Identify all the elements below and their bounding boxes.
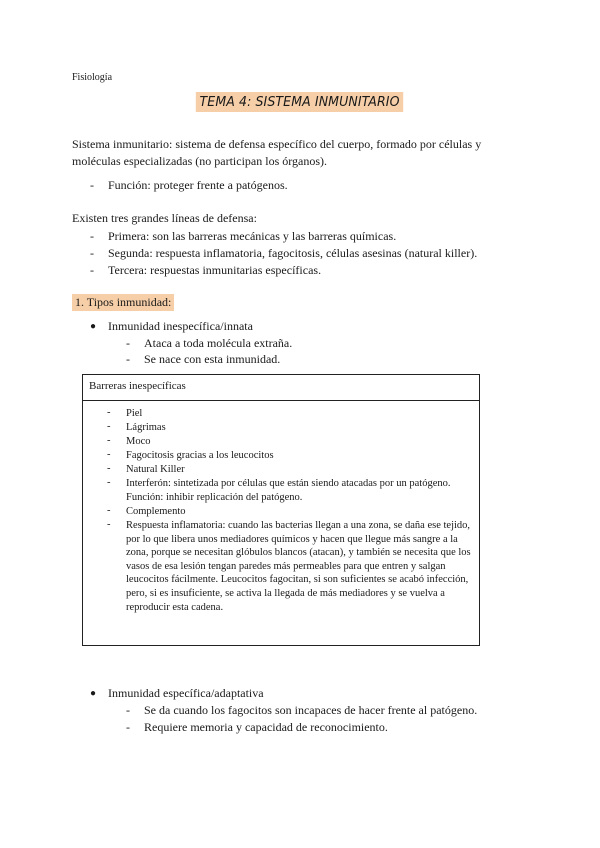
bullet-icon: ● [90, 688, 97, 699]
dash-marker: - [126, 352, 130, 366]
intro-line-1: Sistema inmunitario: sistema de defensa específico del cuerpo, formado por células y [72, 137, 482, 151]
barrier-item: Complemento [126, 506, 186, 517]
dash-marker: - [126, 703, 130, 717]
defense-heading: Existen tres grandes líneas de defensa: [72, 211, 257, 225]
adaptive-label: Inmunidad específica/adaptativa [108, 686, 264, 700]
barriers-table-title: Barreras inespecíficas [83, 375, 479, 401]
defense-item-2: Segunda: respuesta inflamatoria, fagocitosis, células asesinas (natural killer). [108, 246, 478, 260]
title-container [0, 92, 600, 112]
dash-marker: - [107, 519, 111, 530]
dash-marker: - [107, 505, 111, 516]
barrier-item: Moco [126, 436, 151, 447]
bullet-icon: ● [90, 321, 97, 332]
dash-marker: - [90, 263, 94, 277]
barrier-item: Natural Killer [126, 464, 185, 475]
dash-marker: - [107, 463, 111, 474]
dash-marker: - [107, 449, 111, 460]
barrier-item: Fagocitosis gracias a los leucocitos [126, 450, 274, 461]
defense-item-1: Primera: son las barreras mecánicas y las barreras químicas. [108, 229, 397, 243]
innate-item-2: Se nace con esta inmunidad. [144, 352, 281, 366]
innate-label: Inmunidad inespecífica/innata [108, 319, 253, 333]
barrier-item: Lágrimas [126, 422, 166, 433]
dash-marker: - [126, 336, 130, 350]
page-title: TEMA 4: SISTEMA INMUNITARIO [196, 92, 403, 112]
dash-marker: - [107, 435, 111, 446]
dash-marker: - [107, 407, 111, 418]
barrier-item-inflammation: Respuesta inflamatoria: cuando las bacterias llegan a una zona, se daña ese tejido, por lo que libera unos mediadores químicos y hacen que llegue más sangre a la zona, porque se necesitan glóbulos blancos (atacan), y también se necesita que los vasos de esa lesión tengan paredes más permeables para que entren y salgan leucocitos fácilmente. Leucocitos fagocitan, si son suficientes se acabó infección, pero, si es insuficiente, se activa la llegada de más mediadores y se vuelva a reproducir esta cadena. [126, 520, 471, 613]
barriers-table [82, 374, 480, 646]
innate-item-1: Ataca a toda molécula extraña. [144, 336, 293, 350]
dash-marker: - [107, 421, 111, 432]
intro-line-2: moléculas especializadas (no participan los órganos). [72, 154, 328, 168]
dash-marker: - [90, 246, 94, 260]
dash-marker: - [107, 477, 111, 488]
section-heading: 1. Tipos inmunidad: [72, 294, 174, 311]
defense-item-3: Tercera: respuestas inmunitarias específicas. [108, 263, 322, 277]
adaptive-item-2: Requiere memoria y capacidad de reconocimiento. [144, 720, 388, 734]
dash-marker: - [90, 178, 94, 192]
barrier-item: Piel [126, 408, 143, 419]
function-text: Función: proteger frente a patógenos. [108, 178, 288, 192]
barrier-item-interferon: Interferón: sintetizada por células que están siendo atacadas por un patógeno. Función: inhibir replicación del patógeno. [126, 478, 451, 503]
dash-marker: - [90, 229, 94, 243]
dash-marker: - [126, 720, 130, 734]
document-header: Fisiología [72, 72, 113, 83]
adaptive-item-1: Se da cuando los fagocitos son incapaces de hacer frente al patógeno. [144, 703, 478, 717]
